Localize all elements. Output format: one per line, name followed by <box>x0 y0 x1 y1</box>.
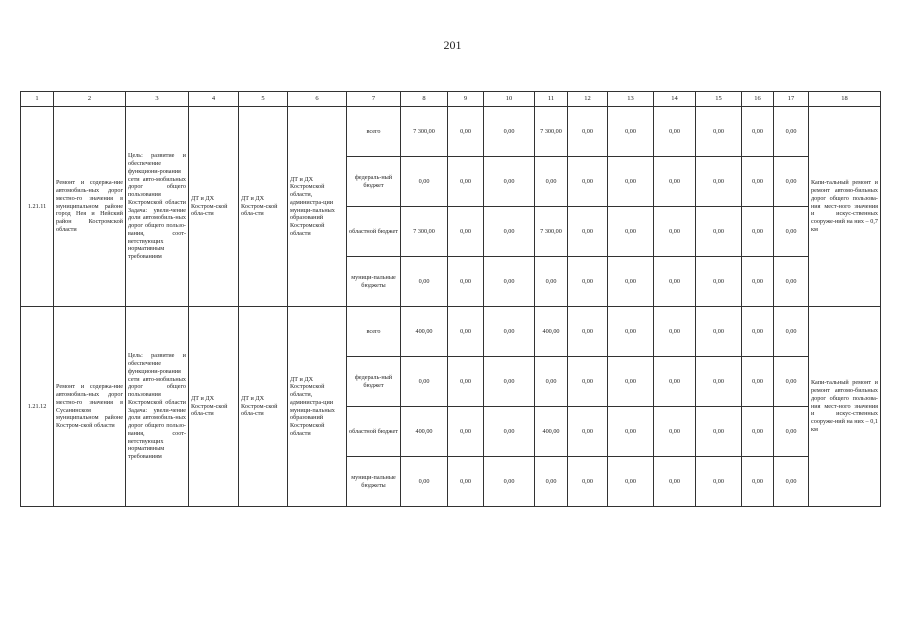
funding-value: 0,00 <box>608 107 654 157</box>
funding-value: 0,00 <box>608 207 654 257</box>
funding-value: 0,00 <box>568 407 608 457</box>
funding-value: 0,00 <box>568 107 608 157</box>
column-number-cell: 15 <box>696 92 742 107</box>
funding-value: 0,00 <box>568 257 608 307</box>
column-number-cell: 4 <box>189 92 239 107</box>
funding-value: 0,00 <box>448 307 484 357</box>
funding-value: 0,00 <box>608 357 654 407</box>
funding-value: 0,00 <box>568 357 608 407</box>
funding-value: 0,00 <box>448 407 484 457</box>
activity-name: Ремонт и содержа-ние автомобиль-ных дорог местно-го значения в муниципальном районе город Нея и Нейский район Костромской области <box>54 107 126 307</box>
column-number-cell: 8 <box>401 92 448 107</box>
column-number-cell: 14 <box>654 92 696 107</box>
funding-value: 0,00 <box>654 457 696 507</box>
column-number-cell: 17 <box>774 92 809 107</box>
funding-source: муници-пальные бюджеты <box>347 457 401 507</box>
column-number-cell: 6 <box>288 92 347 107</box>
participants: ДТ и ДХ Костромской области, администра-ции муници-пальных образований Костромской области <box>288 307 347 507</box>
column-number-cell: 1 <box>21 92 54 107</box>
funding-value: 0,00 <box>654 257 696 307</box>
header-row <box>21 92 881 107</box>
funding-source: областной бюджет <box>347 207 401 257</box>
responsible-executor: ДТ и ДХ Костром-ской обла-сти <box>189 107 239 307</box>
funding-value: 0,00 <box>774 407 809 457</box>
funding-source: федераль-ный бюджет <box>347 157 401 207</box>
column-number-cell: 13 <box>608 92 654 107</box>
funding-value: 400,00 <box>535 407 568 457</box>
funding-value: 0,00 <box>654 357 696 407</box>
funding-value: 0,00 <box>484 107 535 157</box>
funding-value: 0,00 <box>742 207 774 257</box>
funding-value: 7 300,00 <box>535 207 568 257</box>
column-number-cell: 3 <box>126 92 189 107</box>
column-number-cell: 12 <box>568 92 608 107</box>
funding-value: 0,00 <box>448 357 484 407</box>
funding-value: 0,00 <box>401 357 448 407</box>
funding-value: 0,00 <box>774 207 809 257</box>
funding-value: 0,00 <box>535 457 568 507</box>
funding-value: 0,00 <box>568 157 608 207</box>
funding-value: 7 300,00 <box>535 107 568 157</box>
funding-value: 0,00 <box>696 207 742 257</box>
funding-value: 0,00 <box>742 407 774 457</box>
funding-value: 0,00 <box>608 407 654 457</box>
funding-value: 0,00 <box>774 157 809 207</box>
funding-value: 0,00 <box>742 107 774 157</box>
funding-value: 0,00 <box>742 357 774 407</box>
funding-value: 0,00 <box>535 357 568 407</box>
funding-value: 0,00 <box>654 107 696 157</box>
funding-value: 0,00 <box>568 307 608 357</box>
funding-value: 0,00 <box>535 257 568 307</box>
funding-value: 0,00 <box>774 307 809 357</box>
program-table <box>20 91 881 507</box>
funding-value: 400,00 <box>401 307 448 357</box>
funding-value: 0,00 <box>774 457 809 507</box>
funding-row <box>21 107 881 157</box>
funding-value: 0,00 <box>608 457 654 507</box>
expected-result: Капи-тальный ремонт и ремонт автомо-бильных дорог общего пользова-ния мест-ного значения и искус-ственных сооруже-ний на них – 0,1 км <box>809 307 881 507</box>
funding-value: 0,00 <box>484 307 535 357</box>
funding-value: 0,00 <box>484 207 535 257</box>
funding-value: 0,00 <box>448 157 484 207</box>
funding-source: областной бюджет <box>347 407 401 457</box>
funding-value: 0,00 <box>774 357 809 407</box>
column-number-cell: 7 <box>347 92 401 107</box>
column-number-cell: 16 <box>742 92 774 107</box>
funding-value: 0,00 <box>696 407 742 457</box>
funding-value: 0,00 <box>654 207 696 257</box>
funding-value: 0,00 <box>654 407 696 457</box>
column-number-cell: 2 <box>54 92 126 107</box>
funding-value: 0,00 <box>484 257 535 307</box>
co-executor: ДТ и ДХ Костром-ской обла-сти <box>239 107 288 307</box>
funding-value: 0,00 <box>401 457 448 507</box>
funding-value: 0,00 <box>568 207 608 257</box>
funding-value: 7 300,00 <box>401 207 448 257</box>
funding-value: 0,00 <box>448 107 484 157</box>
funding-source: всего <box>347 107 401 157</box>
funding-value: 0,00 <box>696 157 742 207</box>
funding-value: 0,00 <box>696 107 742 157</box>
column-number-cell: 18 <box>809 92 881 107</box>
funding-value: 0,00 <box>448 457 484 507</box>
funding-source: федераль-ный бюджет <box>347 357 401 407</box>
funding-value: 0,00 <box>448 257 484 307</box>
funding-value: 0,00 <box>774 257 809 307</box>
funding-value: 0,00 <box>535 157 568 207</box>
funding-value: 0,00 <box>608 257 654 307</box>
funding-value: 0,00 <box>484 157 535 207</box>
funding-value: 400,00 <box>535 307 568 357</box>
responsible-executor: ДТ и ДХ Костром-ской обла-сти <box>189 307 239 507</box>
funding-value: 0,00 <box>696 257 742 307</box>
funding-value: 0,00 <box>608 307 654 357</box>
column-number-cell: 11 <box>535 92 568 107</box>
funding-value: 0,00 <box>696 457 742 507</box>
funding-value: 0,00 <box>774 107 809 157</box>
funding-value: 0,00 <box>742 307 774 357</box>
column-number-cell: 10 <box>484 92 535 107</box>
funding-value: 0,00 <box>568 457 608 507</box>
column-number-cell: 9 <box>448 92 484 107</box>
activity-name: Ремонт и содержа-ние автомобиль-ных дорог местно-го значения в Сусанинском муниципальном районе Костром-ской области <box>54 307 126 507</box>
activity-code: 1.21.12 <box>21 307 54 507</box>
funding-value: 0,00 <box>484 407 535 457</box>
funding-value: 0,00 <box>448 207 484 257</box>
funding-value: 0,00 <box>401 257 448 307</box>
activity-goal: Цель: развитие и обеспечение функциони-рования сети авто-мобильных дорог общего пользования Костромской области Задача: увели-чение доли автомобиль-ных дорог общего пользо-вания, соот-ветствующих нормативным требованиям <box>126 107 189 307</box>
funding-value: 7 300,00 <box>401 107 448 157</box>
expected-result: Капи-тальный ремонт и ремонт автомо-бильных дорог общего пользова-ния мест-ного значения и искус-ственных сооруже-ний на них – 0,7 км <box>809 107 881 307</box>
funding-value: 0,00 <box>742 457 774 507</box>
funding-value: 400,00 <box>401 407 448 457</box>
funding-source: всего <box>347 307 401 357</box>
participants: ДТ и ДХ Костромской области, администра-ции муници-пальных образований Костромской области <box>288 107 347 307</box>
funding-source: муници-пальные бюджеты <box>347 257 401 307</box>
page-number: 201 <box>443 38 462 52</box>
funding-value: 0,00 <box>696 307 742 357</box>
funding-value: 0,00 <box>484 357 535 407</box>
funding-value: 0,00 <box>401 157 448 207</box>
column-number-cell: 5 <box>239 92 288 107</box>
funding-value: 0,00 <box>654 307 696 357</box>
activity-code: 1.21.11 <box>21 107 54 307</box>
co-executor: ДТ и ДХ Костром-ской обла-сти <box>239 307 288 507</box>
funding-value: 0,00 <box>654 157 696 207</box>
funding-row <box>21 307 881 357</box>
activity-goal: Цель: развитие и обеспечение функциони-рования сети авто-мобильных дорог общего пользования Костромской области Задача: увели-чение доли автомобиль-ных дорог общего пользо-вания, соот-ветствующих нормативным требованиям <box>126 307 189 507</box>
funding-value: 0,00 <box>742 157 774 207</box>
funding-value: 0,00 <box>608 157 654 207</box>
funding-value: 0,00 <box>742 257 774 307</box>
funding-value: 0,00 <box>696 357 742 407</box>
funding-value: 0,00 <box>484 457 535 507</box>
